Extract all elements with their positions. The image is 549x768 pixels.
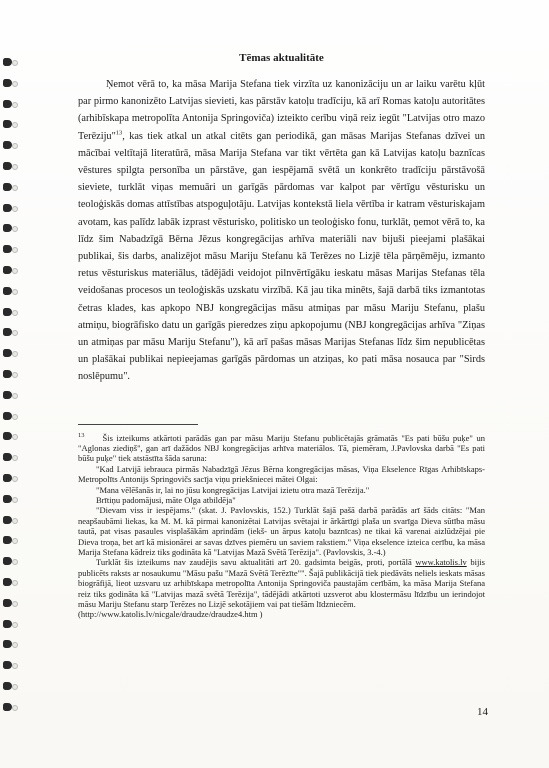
binding-ring	[3, 453, 12, 461]
body-paragraph	[78, 76, 485, 386]
binding-ring	[3, 682, 12, 690]
page-number: 14	[477, 706, 488, 718]
katolis-link[interactable]: www.katolis.lv	[415, 557, 467, 568]
footnote-quote: "Mana vēlēšanās ir, lai no jūsu kongregācijas Latvijai izietu otra mazā Terēzija."	[96, 484, 370, 495]
binding-ring	[3, 162, 12, 170]
binding-ring	[3, 224, 12, 232]
binding-ring	[3, 432, 12, 440]
binding-ring	[3, 100, 12, 108]
footnote	[78, 431, 485, 620]
binding-ring	[3, 349, 12, 357]
binding-ring	[3, 141, 12, 149]
binding-ring	[3, 599, 12, 607]
binding-ring	[3, 266, 12, 274]
binding-ring	[3, 578, 12, 586]
footnote-paragraph: Turklāt šis izteikums nav zaudējis savu aktualitāti arī 20. gadsimta beigās, proti, portālā www.katolis.lv bijis publicēts raksts ar nosaukumu "Māsu pašu "Mazā Svētā Terēzīte"". Šajā publikācijā tiek piedāvāts neliels ieskats māsas biogrāfijā, lieot uzsvaru uz arhibīskapa metropolīta Antonija Springoviča paustajām cerībām, ka māsa Marija Stefana reiz tiks godināta kā "Latvijas mazā svētā Terēzija", tādējādi atkārtoti uzsverot abu klostermāsu līdzību un ierindojot māsu Mariju Stefanu starp Terēzes no Lizjē sekotājiem vai pat tiešām līdzniecēm.	[78, 557, 485, 609]
page-content	[78, 52, 485, 620]
footnote-number: 13	[78, 431, 85, 439]
footnote-paragraph: $^{13}$ Šis izteikums atkārtoti parādās gan par māsu Mariju Stefanu publicētajās grāmatās "Es pati būšu puķe" un "Aglonas ziediņš", gan arī dažādos NBJ kongregācijas arhīva materiālos. Tā, piemēram, J.Pavlovska darbā "Es pati būšu puķe" tiek atstāstīta šāda saruna:	[78, 431, 485, 464]
binding-ring	[3, 557, 12, 565]
binding-ring	[3, 495, 12, 503]
binding-ring	[3, 370, 12, 378]
paragraph-rest: , kas tiek atkal un atkal citēts gan periodikā, gan māsas Marijas Stefanas dzīvei un mācībai veltītajā literatūrā, māsa Marija Stefana var tikt vērtēta gan kā Latvijas katoļu baznīcas vēstures spilgta personība un pārstāve, gan iespējamā svētā un konkrēto tradīciju pārstāvošā sieviete, turklāt viņas memuāri un garīgās pārdomas var kalpot par vērtīgu vēsturisku un teoloģiskās domas attīstības atspoguļotāju. Latvijas kontekstā liela vērtība ir katram vēsturiskajam avotam, kas palīdz labāk izprast vēsturisko, politisko un teoloģisko fonu, turklāt, ņemot vērā to, ka līdz šim Nabadzīgā Bērna Jēzus kongregācijas arhīva materiāli nav bijuši pieejami plašākai publikai, šis darbs, analizējot māsu Mariju Stefanu kā Terēzes no Lizjē tēla pārņēmēju, izmanto retus vēsturiskus materiālus, tādējādi veidojot pilnvērtīgāku ieskatu māsas Marijas Stefanas tēla veidošanas procesos un teoloģiskās uzskatu virzībā. Kā jau tika minēts, šajā darbā tiks izmantotas četras klades, kas apkopo NBJ kongregācijas māsu atmiņas par māsu Mariju Stefanu, plašu atmiņu, biogrāfisko datu un garīgās pieredzes ziņu apkopojumu (NBJ kongregācijas arhīva "Ziņas un atmiņas par māsu Mariju Stefanu"), kā arī pašas māsas Marijas Stefanas līdz šim nepublicētas un plašākai publikai nepieejamas garīgās pārdomas un atziņas, ko pati māsa nosauca par "Sirds noslēpumu".	[78, 130, 485, 383]
binding-ring	[3, 287, 12, 295]
binding-ring	[3, 640, 12, 648]
footnote-quote: Brītiņu padomājusi, māte Olga atbildēja"	[96, 494, 236, 505]
binding-ring	[3, 474, 12, 482]
binding-ring	[3, 58, 12, 66]
footnote-reference[interactable]: 13	[115, 129, 123, 137]
footnote-url[interactable]: (http://www.katolis.lv/nicgale/draudze/draudze4.htm )	[78, 609, 263, 620]
binding-ring	[3, 120, 12, 128]
footnote-quote: "Kad Latvijā iebrauca pirmās Nabadzīgā Jēzus Bērna kongregācijas māsas, Viņa Ekselence Rīgas Arhibīskaps-Metropolīts Antonijs Springovičs sacīja viņu priekšniecei mātei Olgai:	[78, 463, 485, 485]
footnote-divider	[78, 424, 198, 425]
binding-ring	[3, 308, 12, 316]
section-title: Tēmas aktualitāte	[239, 52, 324, 64]
paragraph-start: Ņemot vērā to, ka māsa Marija Stefana tiek virzīta uz kanonizāciju un ar laiku varētu kļūt par pirmo kanonizēto Latvijas sievieti, kas pārstāv katoļu tradīciju, kā arī Romas katoļu autoritātes (arhibīskapa metropolīta Antonija Springoviča) izteikto cerību viņā reiz iegūt "Latvijas otro mazo Terēziju"	[78, 79, 485, 142]
spiral-binding	[0, 58, 22, 718]
binding-ring	[3, 661, 12, 669]
binding-ring	[3, 620, 12, 628]
binding-ring	[3, 204, 12, 212]
binding-ring	[3, 328, 12, 336]
binding-ring	[3, 536, 12, 544]
binding-ring	[3, 245, 12, 253]
binding-ring	[3, 412, 12, 420]
binding-ring	[3, 183, 12, 191]
binding-ring	[3, 391, 12, 399]
binding-ring	[3, 516, 12, 524]
footnote-quote: "Dievam viss ir iespējams." (skat. J. Pavlovskis, 152.) Turklāt šajā pašā darbā parādās arī šāds citāts: "Man neapšaubāmi liekas, ka M. M. kā pirmai kanonizētai Latvijas svētajai ir ārkārtīgi plaša un svarīga Dieva sūtība māsu tautā, pat visas pasaules visplašākām aprindām (iekš- un ārpus katoļu baznīcas) ne tikai kā varenai aizlūdzējai pie Dieva troņa, bet arī kā misionārei ar savas dzīves piemēru un saviem rakstiem." Viņa ekselence izteica cerību, ka māsa Marija Stefana kādreiz tiks godināta kā "Latvijas Mazā Svētā Terēzija". (Pavlovskis, 3.-4.)	[78, 505, 485, 557]
binding-ring	[3, 79, 12, 87]
binding-ring	[3, 703, 12, 711]
